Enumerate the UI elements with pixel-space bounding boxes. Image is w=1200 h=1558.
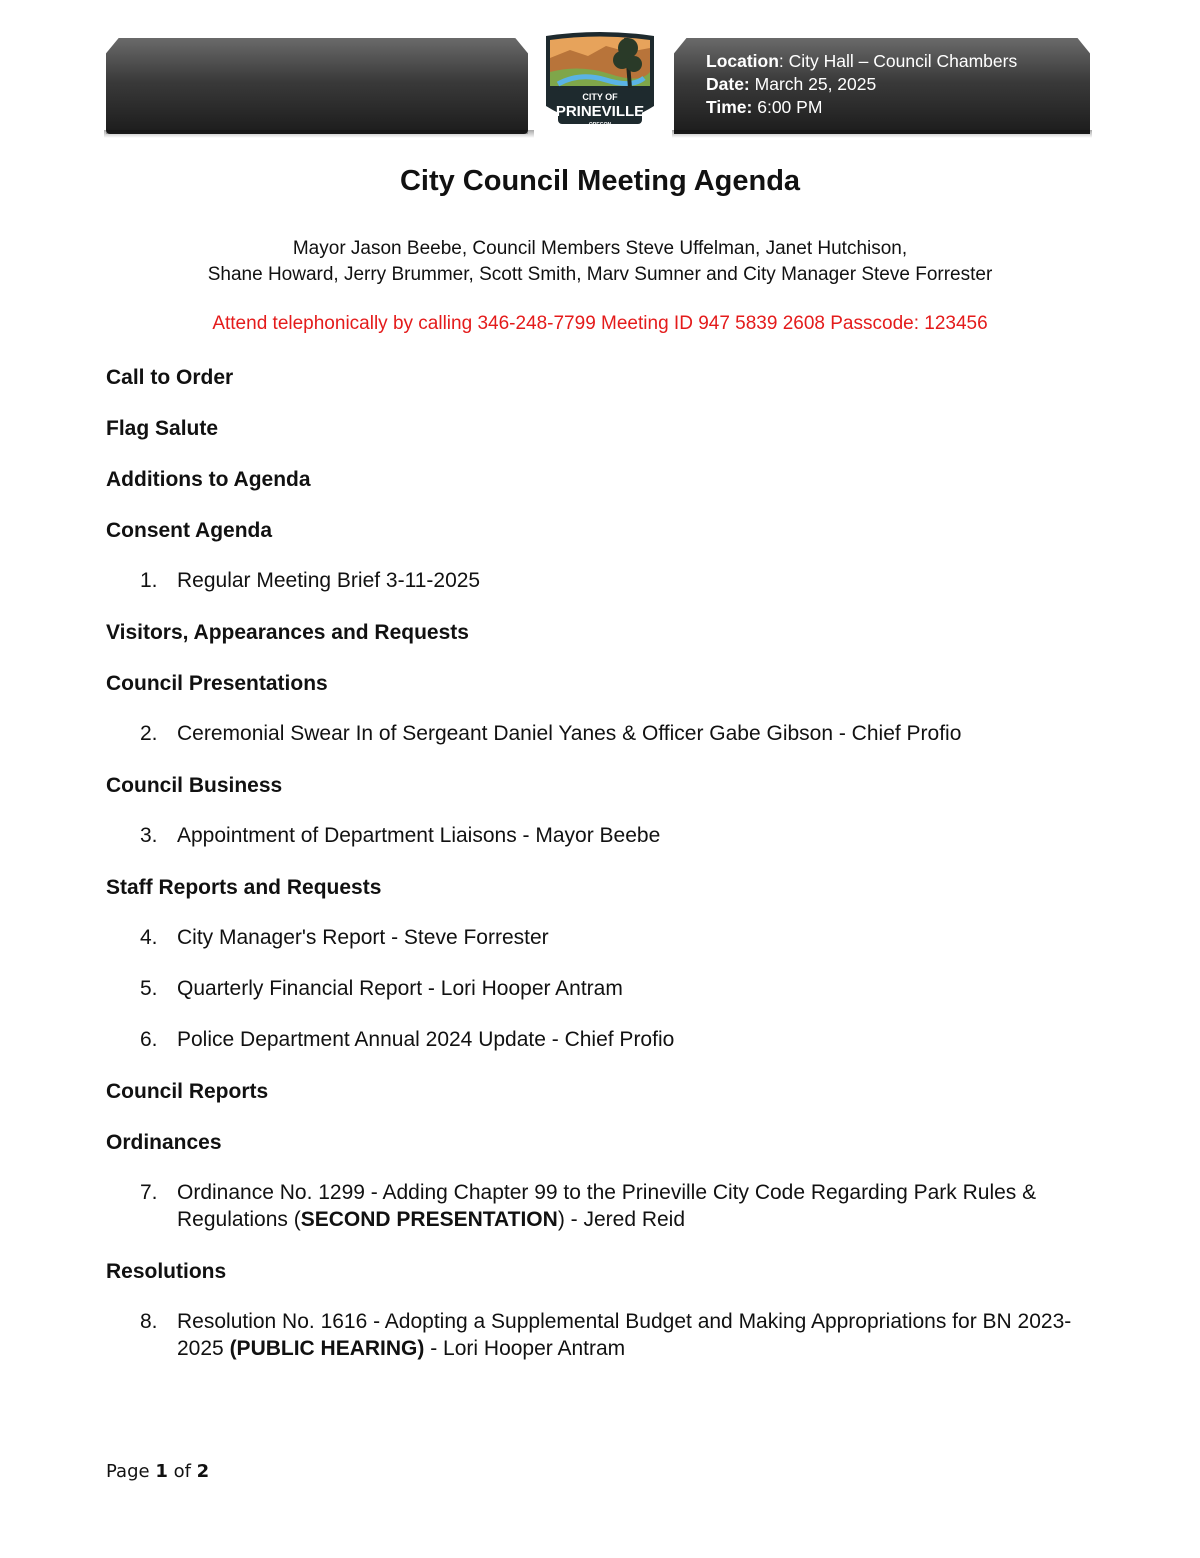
telephone-attendance-note: Attend telephonically by calling 346-248-7799 Meeting ID 947 5839 2608 Passcode: 123456: [212, 313, 988, 334]
section-consent: Consent Agenda: [106, 519, 273, 542]
members-line-2: Shane Howard, Jerry Brummer, Scott Smith, Marv Sumner and City Manager Steve Forrester: [207, 264, 993, 285]
item-text: Police Department Annual 2024 Update - Chief Profio: [177, 1028, 675, 1051]
members-line-1: Mayor Jason Beebe, Council Members Steve Uffelman, Janet Hutchison,: [292, 238, 908, 259]
item-text: Ceremonial Swear In of Sergeant Daniel Yanes & Officer Gabe Gibson - Chief Profio: [177, 722, 962, 745]
item-text-end: - Lori Hooper Antram: [424, 1337, 626, 1360]
item-number: 1.: [140, 569, 158, 592]
item-number: 6.: [140, 1028, 158, 1051]
item-number: 2.: [140, 722, 158, 745]
city-logo: [540, 28, 660, 140]
page-title: City Council Meeting Agenda: [399, 165, 801, 197]
section-flag-salute: Flag Salute: [106, 417, 219, 440]
page-header: [100, 32, 1092, 142]
item-text: Appointment of Department Liaisons - Mayor Beebe: [177, 824, 661, 847]
meeting-info: [706, 50, 1017, 119]
item-number: 3.: [140, 824, 158, 847]
section-presentations: Council Presentations: [106, 672, 328, 695]
item-number: 8.: [140, 1310, 158, 1333]
agenda-item: [106, 924, 1096, 951]
logo-text-main: PRINEVILLE: [555, 103, 645, 120]
item-number: 7.: [140, 1181, 158, 1204]
date-value: March 25, 2025: [749, 74, 877, 94]
section-resolutions: Resolutions: [106, 1260, 227, 1283]
item-text: Resolution No. 1616 - Adopting a Supplemental Budget and Making Appropriations for BN 2023-2025: [177, 1310, 1072, 1360]
section-ordinances: Ordinances: [106, 1131, 222, 1154]
item-emphasis: SECOND PRESENTATION: [300, 1208, 558, 1231]
item-number: 4.: [140, 926, 158, 949]
agenda-item: [106, 1026, 1096, 1053]
banner-left: [106, 38, 528, 134]
logo-text-bottom: OREGON: [588, 122, 612, 128]
time-value: 6:00 PM: [752, 97, 823, 117]
page-number: [106, 1461, 209, 1482]
agenda-list: [106, 363, 1096, 1386]
of-word: of: [167, 1461, 197, 1482]
item-text-end: ) - Jered Reid: [557, 1208, 686, 1231]
item-text: Quarterly Financial Report - Lori Hooper Antram: [177, 977, 623, 1000]
agenda-item: [106, 1308, 1096, 1362]
location-value: : City Hall – Council Chambers: [778, 51, 1018, 71]
date-label: Date:: [706, 74, 750, 94]
section-council-reports: Council Reports: [106, 1080, 269, 1103]
meeting-location: [706, 50, 1017, 73]
agenda-item: [106, 567, 1096, 594]
item-text: Regular Meeting Brief 3-11-2025: [177, 569, 481, 592]
council-members: [0, 236, 1200, 288]
agenda-item: [106, 975, 1096, 1002]
total-pages: 2: [196, 1461, 210, 1482]
logo-text-top: CITY OF: [582, 92, 618, 102]
banner-shadow-right: [672, 130, 1092, 138]
item-number: 5.: [140, 977, 158, 1000]
section-business: Council Business: [106, 774, 283, 797]
agenda-item: [106, 720, 1096, 747]
meeting-time: [706, 96, 1017, 119]
section-visitors: Visitors, Appearances and Requests: [106, 621, 469, 644]
location-label: Location: [706, 51, 779, 71]
item-text: Ordinance No. 1299 - Adding Chapter 99 to the Prineville City Code Regarding Park Rules & Regulations (: [177, 1181, 1037, 1231]
agenda-item: [106, 822, 1096, 849]
agenda-item: [106, 1179, 1096, 1233]
page-word: Page: [106, 1461, 156, 1482]
item-emphasis: (PUBLIC HEARING): [229, 1337, 425, 1360]
time-label: Time:: [706, 97, 753, 117]
meeting-date: [706, 73, 1017, 96]
section-staff-reports: Staff Reports and Requests: [106, 876, 382, 899]
section-call-to-order: Call to Order: [106, 366, 234, 389]
banner-shadow-left: [104, 130, 534, 138]
section-additions: Additions to Agenda: [106, 468, 311, 491]
item-text: City Manager's Report - Steve Forrester: [177, 926, 549, 949]
current-page: 1: [155, 1461, 168, 1482]
